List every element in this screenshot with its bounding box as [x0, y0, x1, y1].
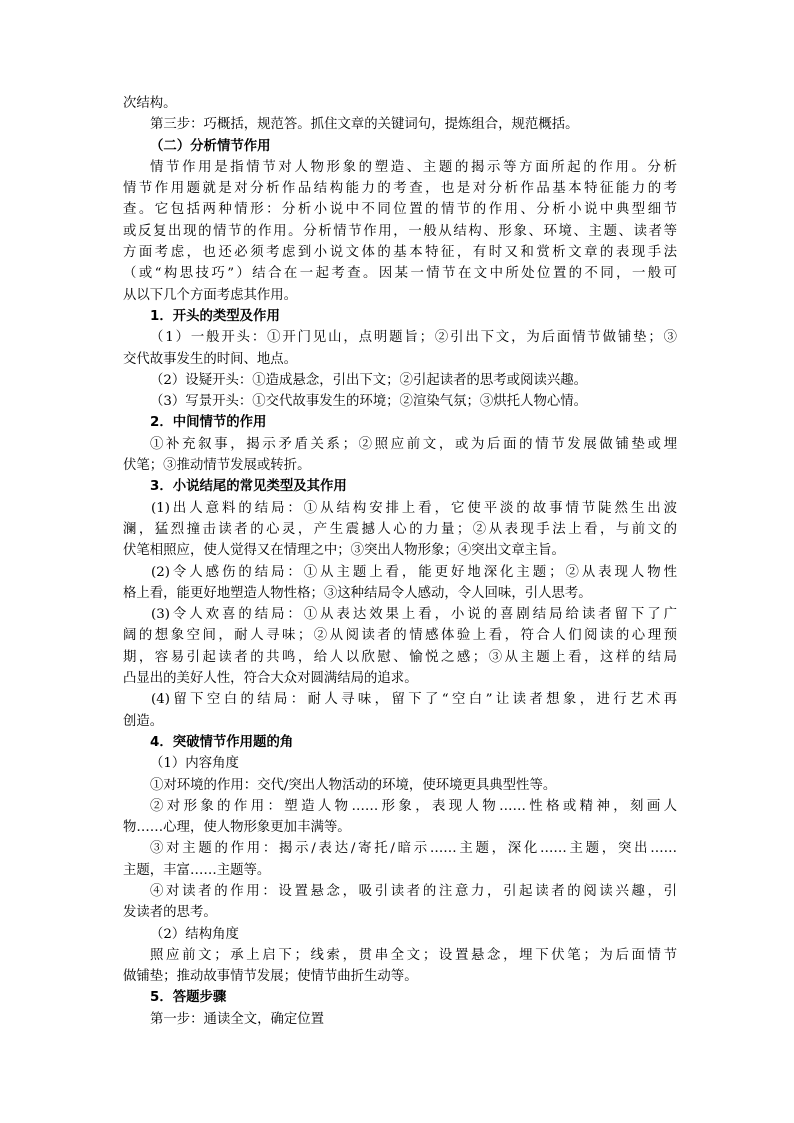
text-line: 做铺垫；推动故事情节发展；使情节曲折生动等。 — [123, 969, 418, 985]
text-line: 澜，猛烈撞击读者的心灵，产生震撼人心的力量；②从表现手法上看，与前文的 — [123, 521, 677, 537]
text-line: 格上看，能更好地塑造人物性格；③这种结局令人感动，令人回味，引人思考。 — [123, 585, 592, 601]
subsection-heading: 1．开头的类型及作用 — [150, 308, 280, 324]
text-line: （1）一般开头：①开门见山，点明题旨；②引出下文，为后面情节做铺垫；③ — [150, 330, 677, 346]
text-line: 发读者的思考。 — [123, 905, 217, 921]
text-line: 或反复出现的情节的作用。分析情节作用，一般从结构、形象、环境、主题、读者等 — [123, 223, 677, 239]
text-line: 物……心理，使人物形象更加丰满等。 — [123, 820, 351, 836]
subsection-heading: 5．答题步骤 — [150, 990, 227, 1006]
text-line: （3）写景开头：①交代故事发生的环境；②渲染气氛；③烘托人物心情。 — [150, 394, 588, 410]
text-line: ④对读者的作用：设置悬念，吸引读者的注意力，引起读者的阅读兴趣，引 — [150, 883, 677, 899]
text-line: 次结构。 — [123, 96, 177, 111]
text-line: 从以下几个方面考虑其作用。 — [123, 287, 298, 303]
text-line: (2)令人感伤的结局：①从主题上看，能更好地深化主题；②从表现人物性 — [151, 564, 677, 580]
text-line: 主题，丰富……主题等。 — [123, 862, 271, 878]
text-line: （或“构思技巧”）结合在一起考查。因某一情节在文中所处位置的不同，一般可 — [123, 266, 677, 282]
text-line: 方面考虑，也还必须考虑到小说文体的基本特征，有时又和赏析文章的表现手法 — [123, 245, 677, 261]
text-line: (3)令人欢喜的结局：①从表达效果上看，小说的喜剧结局给读者留下了广 — [151, 607, 677, 623]
text-line: 期，容易引起读者的共鸣，给人以欣慰、愉悦之感；③从主题上看，这样的结局 — [123, 649, 677, 665]
text-line: 照应前文；承上启下；线索，贯串全文；设置悬念，埋下伏笔；为后面情节 — [150, 947, 677, 963]
text-line: ①对环境的作用：交代/突出人物活动的环境，使环境更具典型性等。 — [150, 777, 557, 793]
text-line: 交代故事发生的时间、地点。 — [123, 351, 298, 367]
text-line: (1)出人意料的结局：①从结构安排上看，它使平淡的故事情节陡然生出波 — [151, 500, 677, 516]
text-line: 伏笔；③推动情节发展或转折。 — [123, 458, 311, 474]
text-line: (4)留下空白的结局：耐人寻味，留下了“空白”让读者想象，进行艺术再 — [151, 692, 677, 708]
text-line: 查。它包括两种情形：分析小说中不同位置的情节的作用、分析小说中典型细节 — [123, 202, 677, 218]
text-line: 第三步：巧概括，规范答。抓住文章的关键词句，提炼组合，规范概括。 — [150, 117, 579, 133]
text-line: （1）内容角度 — [150, 756, 239, 772]
text-line: （2）设疑开头：①造成悬念，引出下文；②引起读者的思考或阅读兴趣。 — [150, 372, 588, 388]
text-line: ③对主题的作用：揭示/表达/寄托/暗示……主题，深化……主题，突出…… — [150, 841, 677, 857]
text-line: 凸显出的美好人性，符合大众对圆满结局的追求。 — [123, 671, 418, 687]
text-line: 第一步：通读全文，确定位置 — [150, 1011, 325, 1027]
text-line: ①补充叙事，揭示矛盾关系；②照应前文，或为后面的情节发展做铺垫或埋 — [150, 436, 677, 452]
text-line: 情节作用是指情节对人物形象的塑造、主题的揭示等方面所起的作用。分析 — [150, 159, 677, 175]
text-line: ②对形象的作用：塑造人物……形象，表现人物……性格或精神，刻画人 — [150, 798, 677, 814]
text-line: 阔的想象空间，耐人寻味；②从阅读者的情感体验上看，符合人们阅读的心理预 — [123, 628, 677, 644]
text-line: （2）结构角度 — [150, 926, 239, 942]
subsection-heading: 2．中间情节的作用 — [150, 415, 267, 431]
text-line: 创造。 — [123, 713, 164, 729]
subsection-heading: 4．突破情节作用题的角 — [150, 734, 294, 750]
text-line: 伏笔相照应，使人觉得又在情理之中；③突出人物形象；④突出文章主旨。 — [123, 543, 565, 559]
text-line: 情节作用题就是对分析作品结构能力的考查，也是对分析作品基本特征能力的考 — [123, 181, 677, 197]
subsection-heading: 3．小说结尾的常见类型及其作用 — [150, 479, 347, 495]
section-heading: （二）分析情节作用 — [150, 138, 271, 154]
